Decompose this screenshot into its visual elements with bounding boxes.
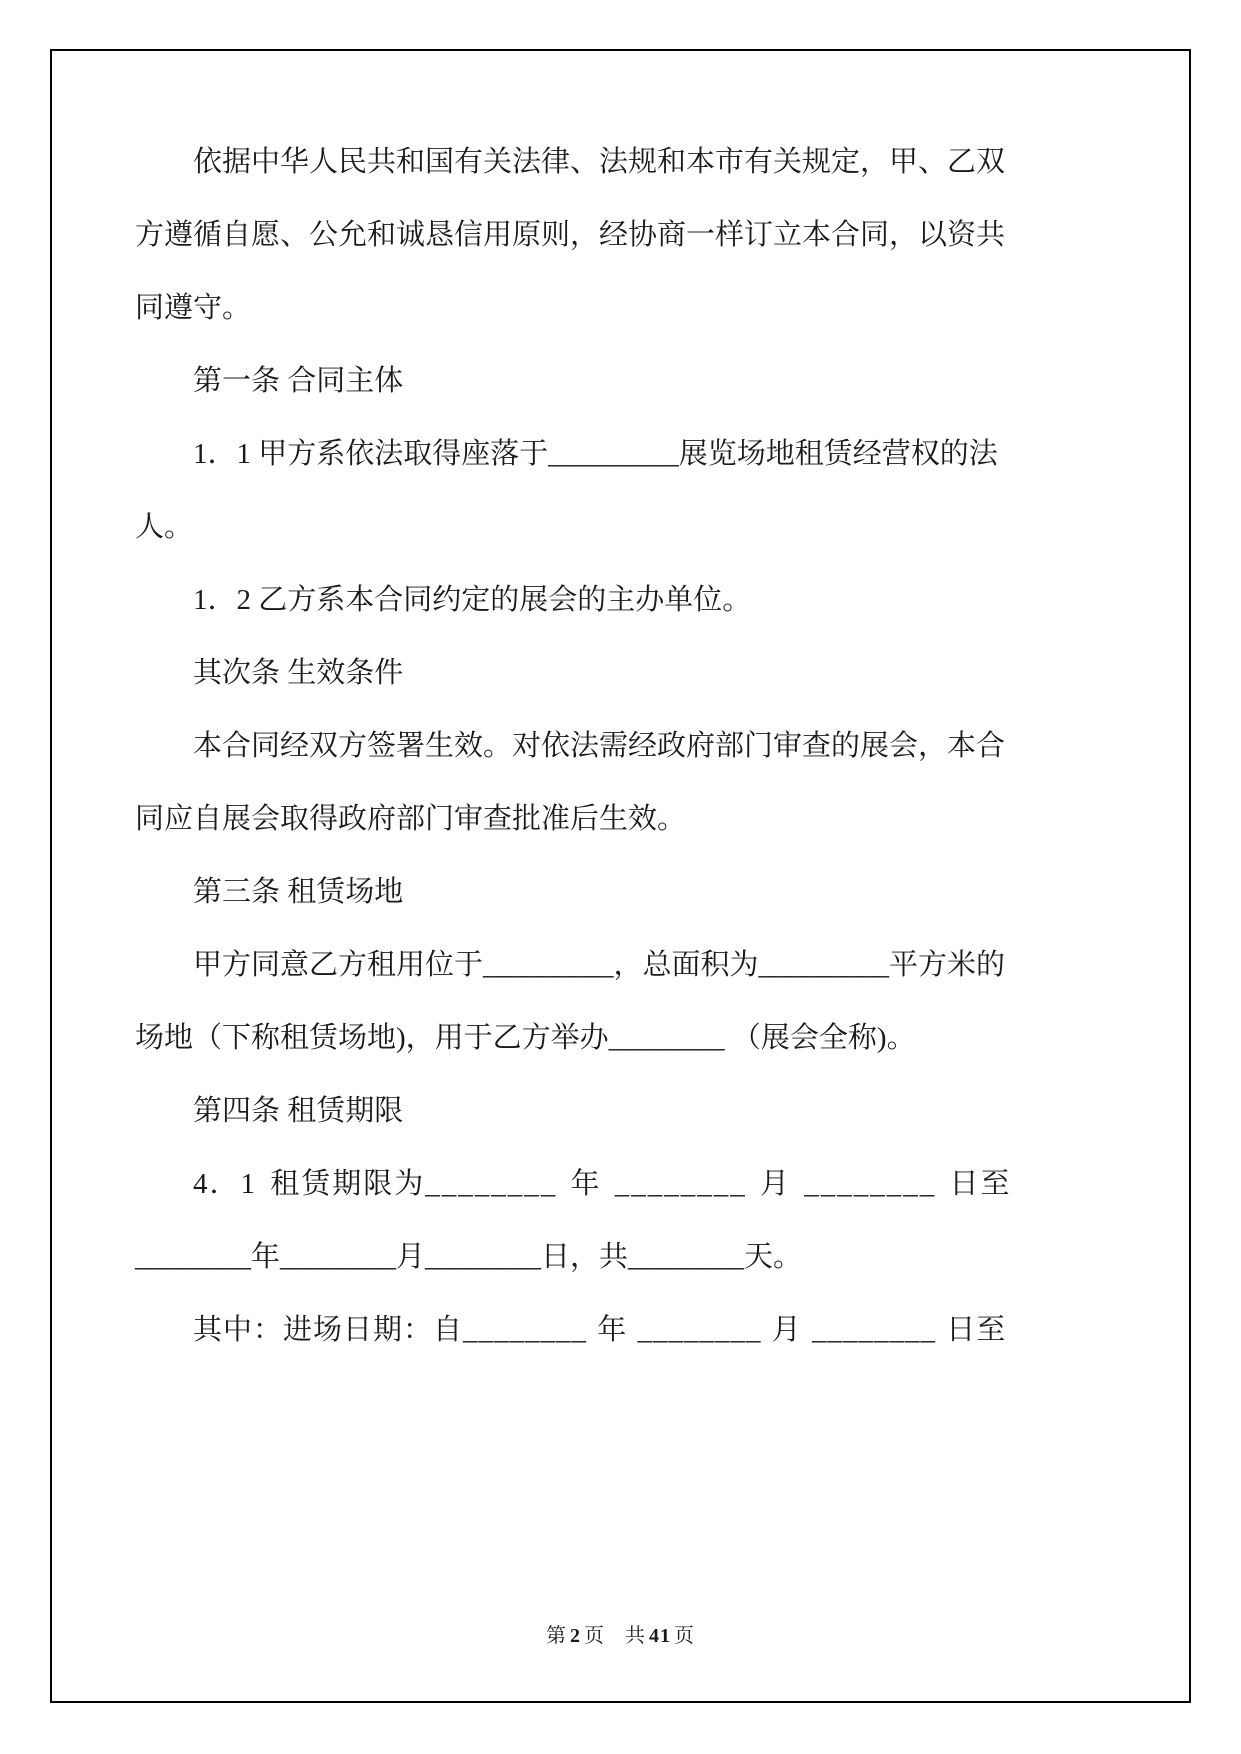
footer-page-label-prefix: 第	[546, 1625, 567, 1647]
page-border	[50, 49, 1191, 1703]
footer-total-label-suffix: 页	[674, 1625, 695, 1647]
paragraph-line: 依据中华人民共和国有关法律、法规和本市有关规定，甲、乙双	[193, 146, 1006, 178]
paragraph-line: 1．2 乙方系本合同约定的展会的主办单位。	[193, 584, 752, 616]
paragraph-line: ________年________月________日，共________天。	[135, 1241, 803, 1273]
paragraph-line: 同遵守。	[135, 292, 252, 324]
paragraph-line: 本合同经双方签署生效。对依法需经政府部门审查的展会，本合	[193, 730, 1006, 762]
contract-body	[135, 126, 1025, 1367]
clause-heading-line: 其次条 生效条件	[193, 657, 404, 689]
footer-total-pages: 41	[649, 1625, 671, 1647]
footer-page-label-suffix: 页	[584, 1625, 605, 1647]
paragraph-line: 场地（下称租赁场地)，用于乙方举办________ （展会全称)。	[135, 1022, 916, 1054]
paragraph-line: 1．1 甲方系依法取得座落于_________展览场地租赁经营权的法	[193, 438, 998, 470]
clause-heading-line: 第三条 租赁场地	[193, 876, 404, 908]
paragraph-line: 甲方同意乙方租用位于_________，总面积为_________平方米的	[193, 949, 1006, 981]
footer-total-label-prefix: 共	[625, 1625, 646, 1647]
paragraph-line: 方遵循自愿、公允和诚恳信用原则，经协商一样订立本合同，以资共	[135, 219, 1006, 251]
paragraph-line: 4．1 租赁期限为________ 年 ________ 月 ________ 日至	[193, 1168, 1012, 1200]
footer-page-number: 2	[570, 1625, 581, 1647]
paragraph-line: 同应自展会取得政府部门审查批准后生效。	[135, 803, 687, 835]
clause-heading-line: 第一条 合同主体	[193, 365, 404, 397]
paragraph-line: 其中：进场日期：自________ 年 ________ 月 ________ 日至	[193, 1314, 1007, 1346]
paragraph-line: 人。	[135, 511, 194, 543]
clause-heading-line: 第四条 租赁期限	[193, 1095, 404, 1127]
page-footer	[52, 1621, 1189, 1651]
